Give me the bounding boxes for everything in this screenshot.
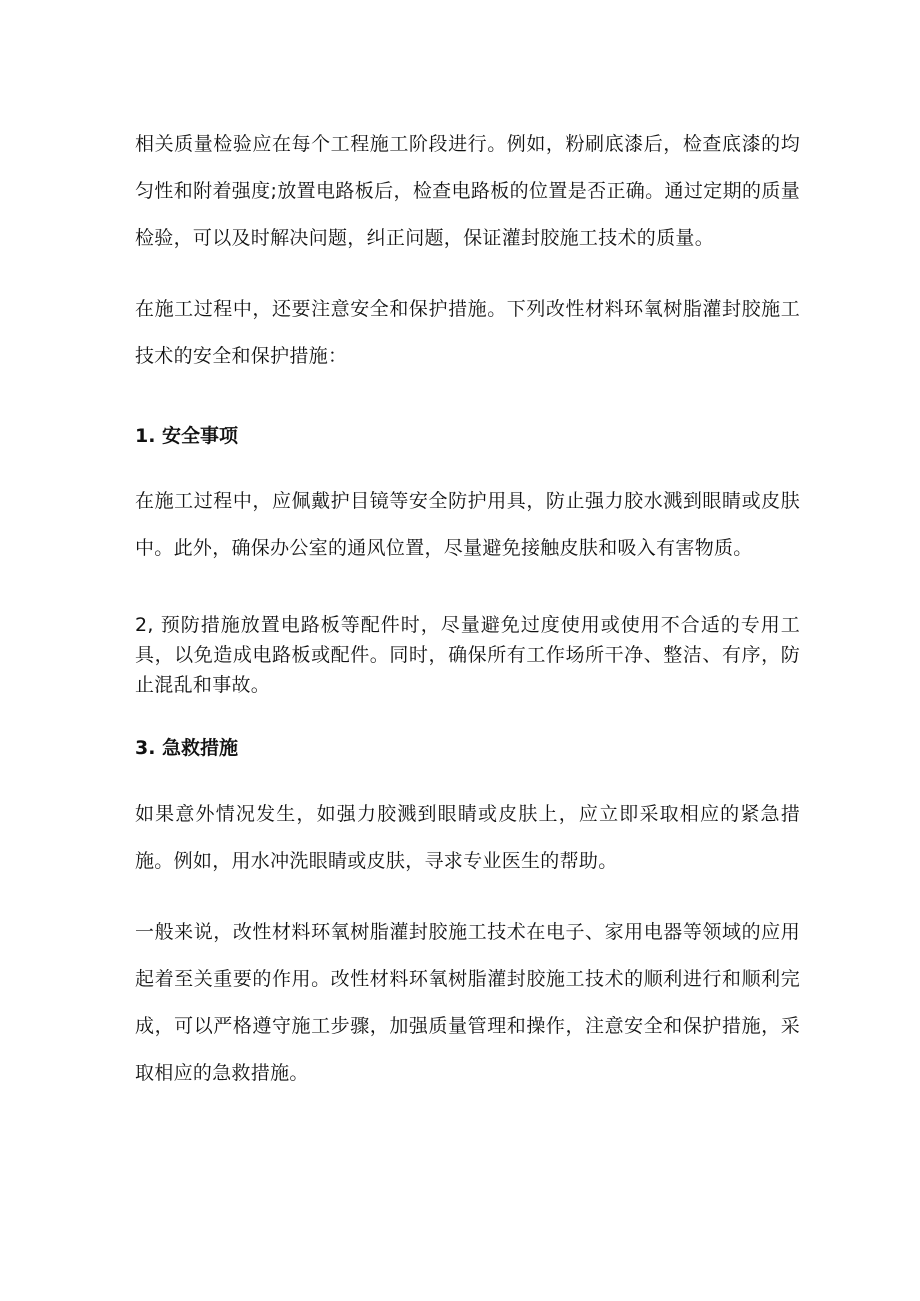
paragraph-safety-intro: 在施工过程中，还要注意安全和保护措施。下列改性材料环氧树脂灌封胶施工技术的安全和保护措施： (135, 298, 800, 367)
heading-first-aid: 3. 急救措施 (135, 737, 239, 759)
paragraph-first-aid: 如果意外情况发生，如强力胶溅到眼睛或皮肤上，应立即采取相应的紧急措施。例如，用水冲洗眼睛或皮肤，寻求专业医生的帮助。 (135, 803, 800, 872)
heading-safety-items: 1. 安全事项 (135, 425, 239, 447)
paragraph-conclusion: 一般来说，改性材料环氧树脂灌封胶施工技术在电子、家用电器等领域的应用起着至关重要的作用。改性材料环氧树脂灌封胶施工技术的顺利进行和顺利完成，可以严格遵守施工步骤，加强质量管理和操作，注意安全和保护措施，采取相应的急救措施。 (135, 921, 800, 1084)
paragraph-safety-items: 在施工过程中，应佩戴护目镜等安全防护用具，防止强力胶水溅到眼睛或皮肤中。此外，确保办公室的通风位置，尽量避免接触皮肤和吸入有害物质。 (135, 490, 800, 559)
paragraph-preventive-measures: 2, 预防措施放置电路板等配件时，尽量避免过度使用或使用不合适的专用工具，以免造成电路板或配件。同时，确保所有工作场所干净、整洁、有序，防止混乱和事故。 (135, 614, 800, 696)
paragraph-quality-inspection: 相关质量检验应在每个工程施工阶段进行。例如，粉刷底漆后，检查底漆的均匀性和附着强度;放置电路板后，检查电路板的位置是否正确。通过定期的质量检验，可以及时解决问题，纠正问题，保证灌封胶施工技术的质量。 (135, 133, 800, 249)
